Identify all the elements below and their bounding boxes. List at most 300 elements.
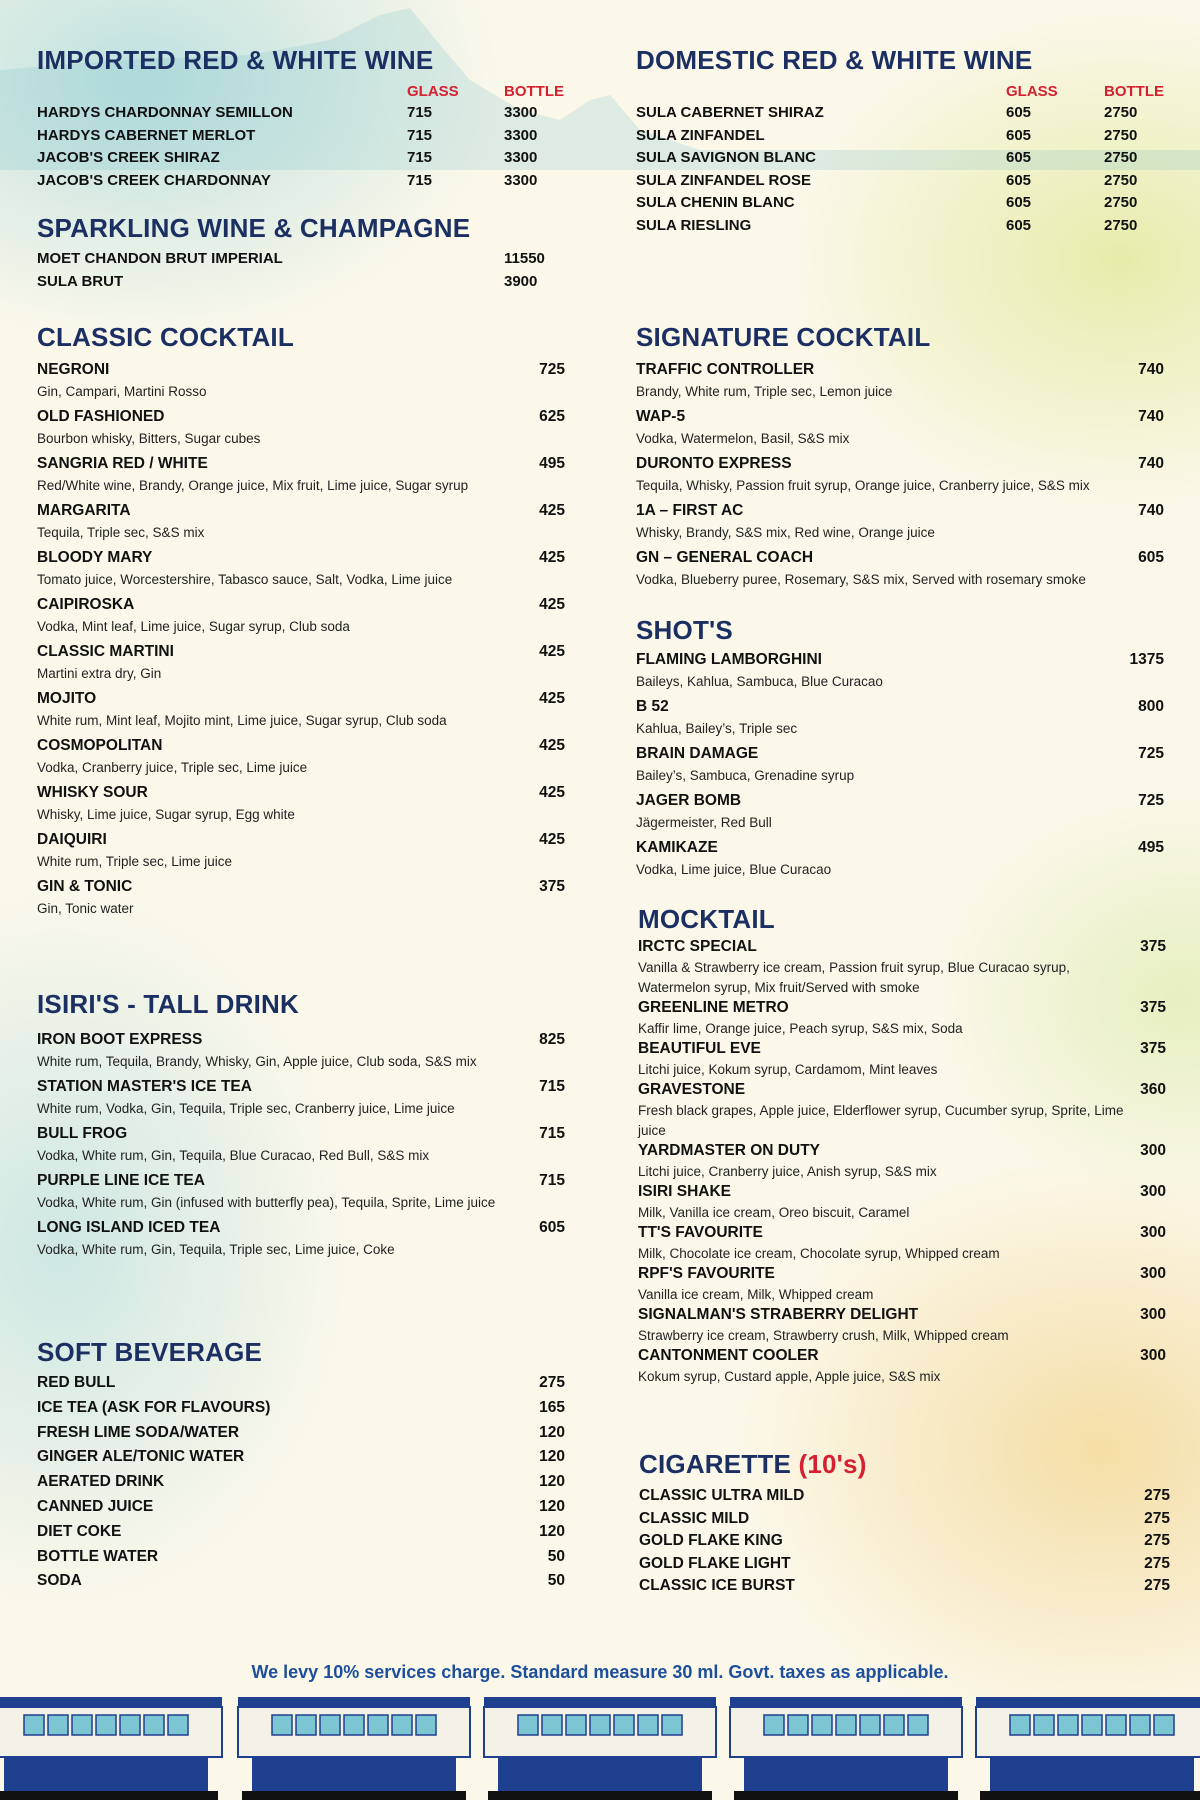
- menu-item: [37, 640, 565, 687]
- menu-item-header: [37, 781, 565, 805]
- bottle-price: 2750: [1104, 126, 1138, 144]
- price-row: [37, 1471, 565, 1496]
- price-row: [37, 1521, 565, 1546]
- item-name: WHISKY SOUR: [37, 784, 148, 801]
- item-price: 740: [1138, 361, 1164, 378]
- train-illustration: [0, 1695, 1200, 1800]
- signature-cocktail-section: [636, 321, 1166, 593]
- item-description: Whisky, Brandy, S&S mix, Red wine, Orange juice: [636, 525, 935, 540]
- item-name: WAP-5: [636, 408, 686, 425]
- item-name: AERATED DRINK: [37, 1473, 165, 1491]
- menu-item-header: [638, 1039, 1166, 1060]
- menu-item-header: [638, 1141, 1166, 1162]
- item-price: 300: [1140, 1306, 1166, 1323]
- glass-price: 605: [1006, 126, 1032, 144]
- train-car: [730, 1697, 962, 1800]
- item-name: NEGRONI: [37, 361, 110, 378]
- item-name: CLASSIC MARTINI: [37, 643, 174, 660]
- item-name: ICE TEA (ASK FOR FLAVOURS): [37, 1398, 271, 1416]
- item-name: CANNED JUICE: [37, 1497, 154, 1515]
- item-description: Vodka, White rum, Gin, Tequila, Blue Curacao, Red Bull, S&S mix: [37, 1148, 430, 1163]
- item-description: Vodka, White rum, Gin (infused with butterfly pea), Tequila, Sprite, Lime juice: [37, 1195, 496, 1210]
- menu-item: [636, 648, 1164, 695]
- wine-name: SULA ZINFANDEL: [636, 126, 765, 144]
- signature-cocktail-list: [636, 358, 1166, 593]
- item-price: 275: [539, 1374, 565, 1391]
- item-price: 425: [539, 737, 565, 754]
- menu-item-header: [37, 1122, 565, 1146]
- menu-item: [638, 1080, 1166, 1141]
- item-name: GOLD FLAKE KING: [639, 1532, 783, 1550]
- item-price: 120: [539, 1522, 565, 1540]
- menu-item: [636, 499, 1164, 546]
- item-name: PURPLE LINE ICE TEA: [37, 1172, 205, 1189]
- item-price: 425: [539, 502, 565, 519]
- item-price: 800: [1138, 698, 1164, 715]
- glass-price: 605: [1006, 104, 1032, 121]
- wine-name: SULA CHENIN BLANC: [636, 194, 795, 212]
- item-description: Milk, Chocolate ice cream, Chocolate syrup, Whipped cream: [638, 1246, 1000, 1261]
- item-price: 120: [539, 1448, 565, 1466]
- item-price: 360: [1140, 1081, 1166, 1098]
- item-description: Vodka, Blueberry puree, Rosemary, S&S mix, Served with rosemary smoke: [636, 572, 1086, 587]
- price-row: [639, 1575, 1170, 1598]
- glass-price: 605: [1006, 216, 1032, 234]
- price-row: [37, 1546, 565, 1571]
- mocktail-list: [638, 937, 1166, 1387]
- menu-item: [638, 1039, 1166, 1080]
- item-description: Vodka, Cranberry juice, Triple sec, Lime juice: [37, 760, 308, 775]
- item-description: Bourbon whisky, Bitters, Sugar cubes: [37, 431, 261, 446]
- shots-section: [636, 614, 1166, 883]
- item-name: FRESH LIME SODA/WATER: [37, 1423, 240, 1441]
- item-name: GN – GENERAL COACH: [636, 549, 814, 566]
- item-description: White rum, Vodka, Gin, Tequila, Triple sec, Cranberry juice, Lime juice: [37, 1101, 455, 1116]
- wine-row: [636, 147, 1166, 170]
- item-description: Kahlua, Bailey’s, Triple sec: [636, 721, 798, 736]
- item-description: White rum, Triple sec, Lime juice: [37, 854, 233, 869]
- item-name: CLASSIC MILD: [639, 1509, 750, 1527]
- item-price: 375: [539, 878, 565, 895]
- menu-item-header: [638, 998, 1166, 1019]
- item-description: White rum, Mint leaf, Mojito mint, Lime juice, Sugar syrup, Club soda: [37, 713, 447, 728]
- menu-item-header: [636, 648, 1164, 672]
- imported-wine-section: [37, 44, 567, 192]
- menu-item: [37, 1122, 565, 1169]
- item-price: 165: [539, 1398, 565, 1416]
- item-name: MARGARITA: [37, 502, 131, 519]
- wine-row: [636, 125, 1166, 148]
- menu-item-header: [37, 687, 565, 711]
- soft-beverage-list: [37, 1372, 565, 1595]
- price-row: [37, 1422, 565, 1447]
- item-name: COSMOPOLITAN: [37, 737, 163, 754]
- item-name: LONG ISLAND ICED TEA: [37, 1219, 221, 1236]
- menu-item-header: [638, 937, 1166, 958]
- item-name: GOLD FLAKE LIGHT: [639, 1554, 791, 1572]
- signature-cocktail-title: SIGNATURE COCKTAIL: [636, 322, 931, 352]
- imported-wine-list: [37, 102, 567, 192]
- price-row: [37, 1372, 565, 1397]
- tall-drink-title: ISIRI'S - TALL DRINK: [37, 989, 299, 1019]
- item-name: DURONTO EXPRESS: [636, 455, 792, 472]
- soft-beverage-title: SOFT BEVERAGE: [37, 1337, 263, 1367]
- item-description: Red/White wine, Brandy, Orange juice, Mix fruit, Lime juice, Sugar syrup: [37, 478, 469, 493]
- item-price: 495: [539, 455, 565, 472]
- item-name: SIGNALMAN'S STRABERRY DELIGHT: [638, 1306, 919, 1323]
- train-car: [0, 1697, 222, 1800]
- item-price: 1375: [1129, 651, 1164, 668]
- cigarette-list: [639, 1485, 1170, 1598]
- bottle-price: 2750: [1104, 149, 1138, 167]
- menu-item-header: [37, 875, 565, 899]
- sparkling-name: MOET CHANDON BRUT IMPERIAL: [37, 250, 283, 267]
- menu-item-header: [636, 546, 1164, 570]
- item-price: 120: [539, 1497, 565, 1515]
- item-name: CANTONMENT COOLER: [638, 1347, 819, 1364]
- menu-item: [636, 405, 1164, 452]
- item-description: Tequila, Whisky, Passion fruit syrup, Orange juice, Cranberry juice, S&S mix: [636, 478, 1090, 493]
- wine-row: [37, 125, 567, 148]
- item-price: 275: [1144, 1577, 1170, 1595]
- menu-item: [37, 875, 565, 922]
- item-description: Vanilla ice cream, Milk, Whipped cream: [638, 1287, 874, 1302]
- item-name: IRCTC SPECIAL: [638, 938, 757, 955]
- menu-item: [37, 1075, 565, 1122]
- menu-item: [37, 405, 565, 452]
- item-price: 275: [1144, 1532, 1170, 1550]
- wine-row: [636, 170, 1166, 193]
- item-price: 425: [539, 643, 565, 660]
- menu-item: [638, 1305, 1166, 1346]
- item-name: 1A – FIRST AC: [636, 502, 744, 519]
- price-row: [37, 1496, 565, 1521]
- shots-list: [636, 648, 1166, 883]
- menu-item: [37, 358, 565, 405]
- item-description: Kaffir lime, Orange juice, Peach syrup, S&S mix, Soda: [638, 1021, 963, 1036]
- menu-item-header: [37, 499, 565, 523]
- menu-item: [37, 781, 565, 828]
- item-price: 120: [539, 1423, 565, 1441]
- menu-item-header: [37, 405, 565, 429]
- item-name: TRAFFIC CONTROLLER: [636, 361, 815, 378]
- classic-cocktail-section: [37, 321, 567, 922]
- wine-name: HARDYS CHARDONNAY SEMILLON: [37, 104, 293, 121]
- item-description: Vodka, Mint leaf, Lime juice, Sugar syrup, Club soda: [37, 619, 350, 634]
- domestic-wine-column-headers: [636, 80, 1166, 102]
- bottle-column-header: BOTTLE: [504, 83, 564, 100]
- menu-item: [636, 789, 1164, 836]
- item-price: 715: [539, 1125, 565, 1142]
- classic-cocktail-title: CLASSIC COCKTAIL: [37, 322, 294, 352]
- menu-item: [37, 828, 565, 875]
- item-price: 425: [539, 784, 565, 801]
- menu-item: [37, 499, 565, 546]
- price-row: [639, 1508, 1170, 1531]
- bottle-price: 2750: [1104, 216, 1138, 234]
- menu-item-header: [638, 1182, 1166, 1203]
- item-description: Vodka, Watermelon, Basil, S&S mix: [636, 431, 850, 446]
- menu-item-header: [636, 358, 1164, 382]
- wine-row: [37, 147, 567, 170]
- price-row: [37, 1446, 565, 1471]
- item-name: BOTTLE WATER: [37, 1547, 159, 1565]
- bottle-price: 3300: [504, 149, 538, 167]
- item-price: 275: [1144, 1509, 1170, 1527]
- item-name: FLAMING LAMBORGHINI: [636, 651, 822, 668]
- item-price: 375: [1140, 1040, 1166, 1057]
- item-price: 725: [1138, 792, 1164, 809]
- domestic-wine-list: [636, 102, 1166, 238]
- price-row: [639, 1485, 1170, 1508]
- item-price: 625: [539, 408, 565, 425]
- item-description: Martini extra dry, Gin: [37, 666, 162, 681]
- wine-row: [37, 170, 567, 193]
- glass-price: 605: [1006, 171, 1032, 189]
- sparkling-row: [37, 271, 567, 294]
- item-description: Fresh black grapes, Apple juice, Elderflower syrup, Cucumber syrup, Sprite, Lime juice: [638, 1103, 1124, 1138]
- menu-item-header: [37, 734, 565, 758]
- menu-item: [636, 452, 1164, 499]
- sparkling-row: [37, 248, 567, 271]
- item-price: 715: [539, 1172, 565, 1189]
- item-description: Gin, Tonic water: [37, 901, 134, 916]
- menu-item: [638, 998, 1166, 1039]
- menu-item-header: [636, 742, 1164, 766]
- menu-item: [638, 1182, 1166, 1223]
- item-description: Vanilla & Strawberry ice cream, Passion fruit syrup, Blue Curacao syrup, Watermelon syrup, Mix fruit/Served with smoke: [638, 960, 1070, 995]
- item-price: 50: [547, 1572, 565, 1590]
- menu-item-header: [638, 1080, 1166, 1101]
- menu-item: [37, 1028, 565, 1075]
- item-price: 275: [1144, 1554, 1170, 1572]
- cigarette-section: [639, 1448, 1169, 1598]
- mocktail-section: [638, 903, 1168, 1387]
- service-charge-note: We levy 10% services charge. Standard measure 30 ml. Govt. taxes as applicable.: [251, 1662, 949, 1682]
- glass-price: 605: [1006, 194, 1032, 212]
- bottle-price: 3300: [504, 104, 538, 121]
- menu-item: [37, 546, 565, 593]
- item-name: TT'S FAVOURITE: [638, 1224, 763, 1241]
- tall-drink-list: [37, 1028, 567, 1263]
- wine-row: [636, 192, 1166, 215]
- glass-price: 715: [407, 149, 433, 167]
- domestic-wine-title: DOMESTIC RED & WHITE WINE: [636, 45, 1033, 75]
- menu-item-header: [37, 1075, 565, 1099]
- bottle-price: 3300: [504, 126, 538, 144]
- item-price: 605: [1138, 549, 1164, 566]
- item-price: 425: [539, 596, 565, 613]
- menu-item: [37, 687, 565, 734]
- cigarette-title-text: CIGARETTE: [639, 1449, 792, 1479]
- bottle-price: 11550: [504, 250, 545, 267]
- menu-item-header: [638, 1223, 1166, 1244]
- item-name: MOJITO: [37, 690, 97, 707]
- item-name: KAMIKAZE: [636, 839, 718, 856]
- item-name: BLOODY MARY: [37, 549, 153, 566]
- mocktail-title: MOCKTAIL: [638, 904, 775, 934]
- bottle-price: 2750: [1104, 171, 1138, 189]
- menu-item-header: [37, 1028, 565, 1052]
- bottle-column-header: BOTTLE: [1104, 83, 1164, 100]
- menu-item: [37, 593, 565, 640]
- menu-item: [638, 937, 1166, 998]
- item-price: 425: [539, 690, 565, 707]
- item-price: 300: [1140, 1142, 1166, 1159]
- train-car: [484, 1697, 716, 1800]
- domestic-wine-section: [636, 44, 1166, 238]
- menu-item: [638, 1264, 1166, 1305]
- item-price: 300: [1140, 1224, 1166, 1241]
- item-name: GREENLINE METRO: [638, 999, 789, 1016]
- item-price: 120: [539, 1473, 565, 1491]
- item-price: 375: [1140, 999, 1166, 1016]
- menu-item: [636, 546, 1164, 593]
- item-name: YARDMASTER ON DUTY: [638, 1142, 820, 1159]
- menu-item: [638, 1141, 1166, 1182]
- menu-item-header: [636, 499, 1164, 523]
- item-price: 725: [1138, 745, 1164, 762]
- item-description: Brandy, White rum, Triple sec, Lemon juice: [636, 384, 893, 399]
- bottle-price: 2750: [1104, 194, 1138, 212]
- item-name: GRAVESTONE: [638, 1081, 746, 1098]
- price-row: [639, 1553, 1170, 1576]
- item-price: 740: [1138, 408, 1164, 425]
- menu-item-header: [636, 695, 1164, 719]
- item-description: Bailey’s, Sambuca, Grenadine syrup: [636, 768, 855, 783]
- cigarette-title-accent: (10's): [798, 1449, 867, 1479]
- glass-price: 715: [407, 126, 433, 144]
- menu-item-header: [638, 1264, 1166, 1285]
- price-row: [37, 1397, 565, 1422]
- item-price: 275: [1144, 1487, 1170, 1504]
- item-name: GIN & TONIC: [37, 878, 133, 895]
- wine-name: SULA CABERNET SHIRAZ: [636, 104, 824, 121]
- wine-name: JACOB'S CREEK CHARDONNAY: [37, 171, 271, 189]
- train-car: [238, 1697, 470, 1800]
- item-price: 740: [1138, 455, 1164, 472]
- wine-name: SULA ZINFANDEL ROSE: [636, 171, 812, 189]
- menu-item-header: [636, 789, 1164, 813]
- menu-item-header: [37, 640, 565, 664]
- item-price: 300: [1140, 1183, 1166, 1200]
- glass-price: 715: [407, 104, 433, 121]
- glass-column-header: GLASS: [1006, 83, 1058, 100]
- sparkling-name: SULA BRUT: [37, 272, 124, 290]
- glass-column-header: GLASS: [407, 83, 459, 100]
- item-description: Gin, Campari, Martini Rosso: [37, 384, 207, 399]
- bottle-price: 3900: [504, 272, 538, 290]
- item-price: 740: [1138, 502, 1164, 519]
- menu-item-header: [636, 405, 1164, 429]
- item-name: DAIQUIRI: [37, 831, 107, 848]
- item-name: BRAIN DAMAGE: [636, 745, 759, 762]
- item-name: OLD FASHIONED: [37, 408, 165, 425]
- item-name: B 52: [636, 698, 669, 715]
- item-name: SODA: [37, 1572, 82, 1590]
- menu-item: [37, 452, 565, 499]
- menu-item: [37, 1169, 565, 1216]
- menu-item: [636, 742, 1164, 789]
- menu-item: [636, 695, 1164, 742]
- item-description: Whisky, Lime juice, Sugar syrup, Egg white: [37, 807, 295, 822]
- item-description: Baileys, Kahlua, Sambuca, Blue Curacao: [636, 674, 883, 689]
- menu-item-header: [638, 1305, 1166, 1326]
- item-name: SANGRIA RED / WHITE: [37, 455, 208, 472]
- item-price: 50: [547, 1547, 565, 1565]
- wine-name: SULA RIESLING: [636, 216, 752, 234]
- item-price: 715: [539, 1078, 565, 1095]
- item-name: IRON BOOT EXPRESS: [37, 1031, 203, 1048]
- menu-item: [636, 358, 1164, 405]
- item-name: STATION MASTER'S ICE TEA: [37, 1078, 252, 1095]
- item-description: Litchi juice, Kokum syrup, Cardamom, Mint leaves: [638, 1062, 938, 1077]
- item-description: Tomato juice, Worcestershire, Tabasco sauce, Salt, Vodka, Lime juice: [37, 572, 453, 587]
- price-row: [37, 1570, 565, 1595]
- item-description: Vodka, White rum, Gin, Tequila, Triple sec, Lime juice, Coke: [37, 1242, 395, 1257]
- wine-name: JACOB'S CREEK SHIRAZ: [37, 149, 220, 167]
- menu-item: [638, 1223, 1166, 1264]
- item-description: Jägermeister, Red Bull: [636, 815, 772, 830]
- menu-item-header: [636, 452, 1164, 476]
- item-price: 825: [539, 1031, 565, 1048]
- item-price: 605: [539, 1219, 565, 1236]
- menu-item-header: [37, 358, 565, 382]
- item-name: RED BULL: [37, 1374, 116, 1391]
- item-name: CLASSIC ULTRA MILD: [639, 1487, 805, 1504]
- sparkling-section: [37, 212, 567, 293]
- menu-item: [638, 1346, 1166, 1387]
- menu-item: [37, 1216, 565, 1263]
- train-car: [976, 1697, 1200, 1800]
- bottle-price: 2750: [1104, 104, 1138, 121]
- item-name: CLASSIC ICE BURST: [639, 1577, 795, 1595]
- item-price: 300: [1140, 1347, 1166, 1364]
- item-name: RPF'S FAVOURITE: [638, 1265, 775, 1282]
- soft-beverage-section: [37, 1336, 567, 1595]
- imported-wine-title: IMPORTED RED & WHITE WINE: [37, 45, 434, 75]
- item-description: Milk, Vanilla ice cream, Oreo biscuit, Caramel: [638, 1205, 910, 1220]
- menu-item-header: [37, 1216, 565, 1240]
- menu-item-header: [636, 836, 1164, 860]
- item-description: Kokum syrup, Custard apple, Apple juice, S&S mix: [638, 1369, 941, 1384]
- tall-drink-section: [37, 988, 567, 1263]
- wine-name: SULA SAVIGNON BLANC: [636, 149, 816, 167]
- cigarette-title: [639, 1448, 1169, 1480]
- item-description: White rum, Tequila, Brandy, Whisky, Gin, Apple juice, Club soda, S&S mix: [37, 1054, 477, 1069]
- glass-price: 715: [407, 171, 433, 189]
- item-name: GINGER ALE/TONIC WATER: [37, 1448, 245, 1466]
- item-price: 375: [1140, 938, 1166, 955]
- item-price: 425: [539, 549, 565, 566]
- item-description: Tequila, Triple sec, S&S mix: [37, 525, 205, 540]
- imported-wine-column-headers: [37, 80, 567, 102]
- price-row: [639, 1530, 1170, 1553]
- item-price: 425: [539, 831, 565, 848]
- wine-row: [636, 102, 1166, 125]
- item-name: CAIPIROSKA: [37, 596, 135, 613]
- menu-item-header: [37, 593, 565, 617]
- menu-item: [37, 734, 565, 781]
- wine-name: HARDYS CABERNET MERLOT: [37, 126, 256, 144]
- item-name: ISIRI SHAKE: [638, 1183, 732, 1200]
- wine-row: [37, 102, 567, 125]
- item-price: 725: [539, 361, 565, 378]
- shots-title: SHOT'S: [636, 615, 733, 645]
- item-description: Strawberry ice cream, Strawberry crush, Milk, Whipped cream: [638, 1328, 1009, 1343]
- item-description: Litchi juice, Cranberry juice, Anish syrup, S&S mix: [638, 1164, 937, 1179]
- item-price: 495: [1138, 839, 1164, 856]
